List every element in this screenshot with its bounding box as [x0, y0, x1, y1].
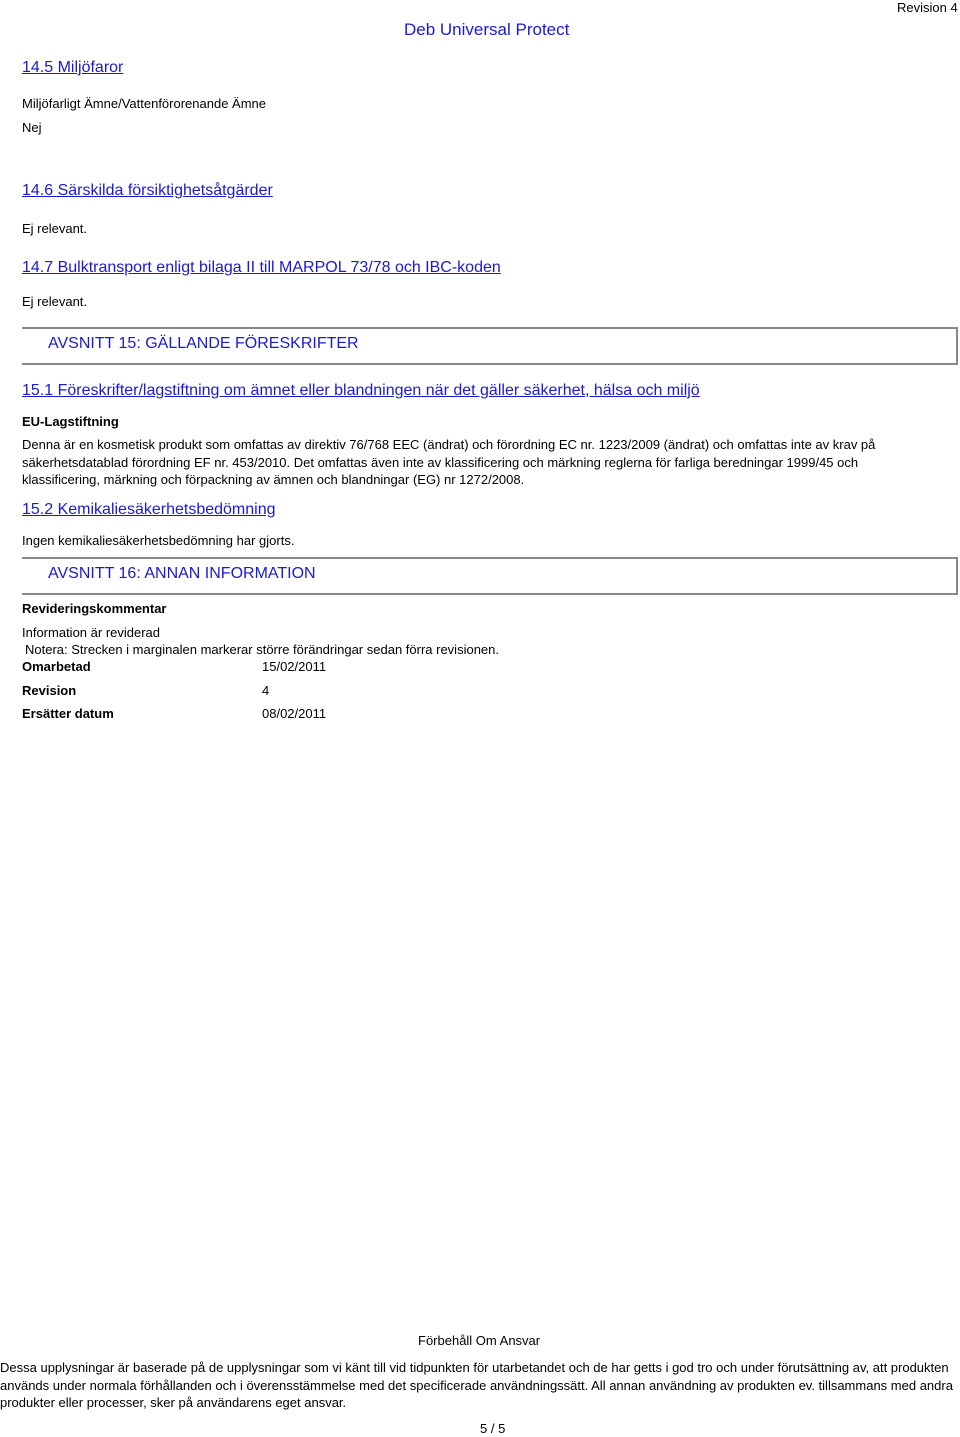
section-14-6-heading: 14.6 Särskilda försiktighetsåtgärder: [22, 182, 273, 199]
disclaimer-line-2: används under normala förhållanden och i överensstämmelse med det specificerade användningssätt. All annan användning av produkten ev. tillsammans med andra: [0, 1378, 953, 1393]
environmental-hazard-value: Nej: [22, 120, 42, 135]
document-title: Deb Universal Protect: [404, 20, 570, 39]
page-number: 5 / 5: [480, 1421, 506, 1436]
revision-comment-line-1: Information är reviderad: [22, 625, 161, 640]
section-14-5-heading: 14.5 Miljöfaror: [22, 59, 124, 76]
eu-legislation-text-line-3: klassificering, märkning och förpackning av ämnen och blandningar (EG) nr 1272/2008.: [22, 472, 525, 487]
special-precautions-value: Ej relevant.: [22, 221, 88, 236]
replaces-date-value: 08/02/2011: [262, 706, 327, 721]
section-16-banner: [22, 557, 958, 595]
section-15-title: AVSNITT 15: GÄLLANDE FÖRESKRIFTER: [48, 335, 359, 352]
eu-legislation-text-line-1: Denna är en kosmetisk produkt som omfattas av direktiv 76/768 EEC (ändrat) och förordning EC nr. 1223/2009 (ändrat) och omfattas inte av krav på: [22, 437, 876, 452]
environmental-hazard-label: Miljöfarligt Ämne/Vattenförorenande Ämne: [22, 96, 266, 111]
section-16-title: AVSNITT 16: ANNAN INFORMATION: [48, 565, 316, 582]
revision-comment-line-2: Notera: Strecken i marginalen markerar större förändringar sedan förra revisionen.: [25, 642, 499, 657]
eu-legislation-label: EU-Lagstiftning: [22, 414, 119, 429]
section-14-7-heading: 14.7 Bulktransport enligt bilaga II till MARPOL 73/78 och IBC-koden: [22, 259, 501, 276]
revision-indicator: Revision 4: [897, 0, 958, 15]
bulk-transport-value: Ej relevant.: [22, 294, 88, 309]
revision-comment-label: Revideringskommentar: [22, 601, 167, 616]
disclaimer-line-1: Dessa upplysningar är baserade på de upplysningar som vi känt till vid tidpunkten för utarbetandet och de har getts i god tro och under förutsättning av, att produkten: [0, 1360, 949, 1375]
section-15-2-heading: 15.2 Kemikaliesäkerhetsbedömning: [22, 501, 276, 518]
revised-date-value: 15/02/2011: [262, 659, 327, 674]
disclaimer-title: Förbehåll Om Ansvar: [418, 1333, 541, 1348]
revision-value: 4: [262, 683, 270, 698]
replaces-date-label: Ersätter datum: [22, 706, 114, 721]
revision-label: Revision: [22, 683, 77, 698]
eu-legislation-text-line-2: säkerhetsdatablad förordning EF nr. 453/2010. Det omfattas även inte av klassificering och märkning reglerna för farliga beredningar 1999/45 och: [22, 455, 859, 470]
revised-date-label: Omarbetad: [22, 659, 91, 674]
section-15-banner: [22, 327, 958, 365]
chemical-safety-assessment-text: Ingen kemikaliesäkerhetsbedömning har gjorts.: [22, 533, 295, 548]
disclaimer-line-3: produkter eller processer, sker på användarens eget ansvar.: [0, 1395, 347, 1410]
section-15-1-heading: 15.1 Föreskrifter/lagstiftning om ämnet eller blandningen när det gäller säkerhet, hälsa och miljö: [22, 382, 700, 399]
